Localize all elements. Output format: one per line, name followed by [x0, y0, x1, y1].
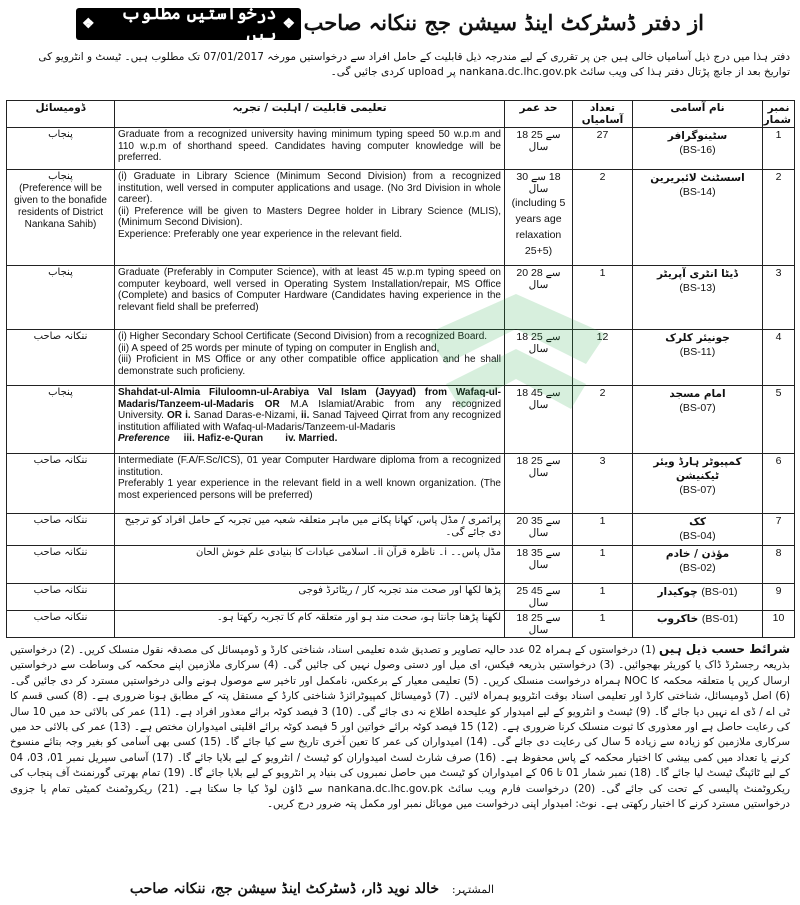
advertiser-name: خالد نوید ڈار، ڈسٹرکٹ اینڈ سیشن جج، ننکانہ صاحب	[129, 881, 439, 897]
count-cell: 1	[573, 546, 633, 584]
domicile-cell: پنجاب	[7, 128, 115, 170]
domicile-cell: پنجاب	[7, 386, 115, 454]
age-cell: 18 سے 30 سال (including 5 years age relaxation 25+5)	[505, 170, 573, 266]
qualification-cell: پرائمری / مڈل پاس، کھانا پکانے میں ماہر متعلقہ شعبہ میں تجربہ کے حامل افراد کو ترجیح دی جائے گی۔	[115, 514, 505, 546]
advertiser-label: المشتہر:	[451, 883, 494, 896]
table-row	[7, 330, 795, 386]
post-name-cell: چوکیدار (BS-01)	[633, 584, 763, 611]
table-row	[7, 266, 795, 330]
domicile-cell: پنجاب (Preference will be given to the bonafide residents of District Nankana Sahib)	[7, 170, 115, 266]
qualification-cell: Intermediate (F.A/F.Sc/ICS), 01 year Computer Hardware diploma from a recognized institution. Preferably 1 year experience in the relevant field in a well known organization. (The most experienced persons will be preferred)	[115, 454, 505, 514]
domicile-cell: ننکانہ صاحب	[7, 330, 115, 386]
age-cell: 20 سے 28 سال	[505, 266, 573, 330]
table-row	[7, 584, 795, 611]
applications-wanted-banner	[76, 4, 301, 45]
qualification-cell: Graduate (Preferably in Computer Science), with at least 45 w.p.m typing speed on computer keyboard, well versed in Operating System Installation/repair, MS Office (Complete) and basics of Computer Hardware (Candidates having experience in the relevant field shall be preferred)	[115, 266, 505, 330]
serial-cell: 8	[763, 546, 795, 584]
qualification-cell: (i) Graduate in Library Science (Minimum Second Division) from a recognized institution, well versed in computer applications and usage. (No 3rd Division in whole career). (ii) Preference will be given to Masters Degree holder in Library Science (MLIS), (Minimum Second Division). Experience: Preferably one year experience in the relevant field.	[115, 170, 505, 266]
table-row	[7, 546, 795, 584]
post-name-cell: جونیئر کلرک (BS-11)	[633, 330, 763, 386]
age-cell: 25 سے 45 سال	[505, 584, 573, 611]
banner-text: درخواستیں مطلوب ہیں	[121, 4, 277, 45]
qualification-cell: لکھنا پڑھنا جانتا ہو، صحت مند ہو اور متعلقہ کام کا تجربہ رکھتا ہو۔	[115, 611, 505, 638]
serial-cell: 3	[763, 266, 795, 330]
header-domicile: ڈومیسائل	[7, 101, 115, 128]
post-name-cell: مؤذن / خادم (BS-02)	[633, 546, 763, 584]
header-count: تعداد آسامیاں	[573, 101, 633, 128]
table-row	[7, 170, 795, 266]
serial-cell: 1	[763, 128, 795, 170]
table-row	[7, 611, 795, 638]
qualification-cell: Graduate from a recognized university having minimum typing speed 50 w.p.m and 110 w.p.m of shorthand speed. Candidates having computer knowledge will be preferred.	[115, 128, 505, 170]
table-header-row	[7, 101, 795, 128]
age-cell: 18 سے 25 سال	[505, 611, 573, 638]
serial-cell: 4	[763, 330, 795, 386]
serial-cell: 9	[763, 584, 795, 611]
age-cell: 18 سے 25 سال	[505, 128, 573, 170]
count-cell: 27	[573, 128, 633, 170]
count-cell: 1	[573, 514, 633, 546]
table-row	[7, 386, 795, 454]
count-cell: 2	[573, 386, 633, 454]
domicile-cell: پنجاب	[7, 266, 115, 330]
post-name-cell: ڈیٹا انٹری آپریٹر (BS-13)	[633, 266, 763, 330]
ornament-icon: ❖	[82, 16, 95, 32]
intro-text: دفتر ہذا میں درج ذیل آسامیاں خالی ہیں جن پر تقرری کے لیے مندرجہ ذیل قابلیت کے حامل افراد سے درخواستیں مورخہ 07/01/2017 تک مطلوب ہیں۔ ٹیسٹ و انٹرویو کی تواریخ بعد از جانچ پڑتال دفتر ہذا کی ویب سائٹ nankana.dc.lhc.gov.pk پر upload کردی جائیں گی۔	[38, 51, 790, 78]
domicile-cell: ننکانہ صاحب	[7, 584, 115, 611]
table-row	[7, 128, 795, 170]
header-qualification: تعلیمی قابلیت / اہلیت / تجربہ	[115, 101, 505, 128]
count-cell: 12	[573, 330, 633, 386]
table-row	[7, 454, 795, 514]
header-serial: نمبر شمار	[763, 101, 795, 128]
vacancies-table	[6, 100, 795, 638]
office-title: از دفتر ڈسٹرکٹ اینڈ سیشن جج ننکانہ صاحب	[303, 10, 704, 35]
domicile-cell: ننکانہ صاحب	[7, 454, 115, 514]
serial-cell: 6	[763, 454, 795, 514]
post-name-cell: کمپیوٹر ہارڈ ویئر ٹیکنیشن (BS-07)	[633, 454, 763, 514]
serial-cell: 5	[763, 386, 795, 454]
header	[6, 4, 794, 50]
post-name-cell: سٹینوگرافر (BS-16)	[633, 128, 763, 170]
age-cell: 20 سے 35 سال	[505, 514, 573, 546]
age-cell: 18 سے 25 سال	[505, 330, 573, 386]
age-cell: 18 سے 35 سال	[505, 546, 573, 584]
count-cell: 3	[573, 454, 633, 514]
post-name-cell: کک (BS-04)	[633, 514, 763, 546]
count-cell: 2	[573, 170, 633, 266]
qualification-cell: (i) Higher Secondary School Certificate (Second Division) from a recognized Board. (ii) A speed of 25 words per minute of typing on computer in English and, (iii) Proficient in MS Office or any other compatible office application and he shall demonstrate such proficieny.	[115, 330, 505, 386]
age-cell: 18 سے 25 سال	[505, 454, 573, 514]
qualification-cell: مڈل پاس۔۔ i۔ ناظرہ قرآن ii۔ اسلامی عبادات کا بنیادی علم خوش الحان	[115, 546, 505, 584]
serial-cell: 7	[763, 514, 795, 546]
header-age: حد عمر	[505, 101, 573, 128]
qualification-cell: پڑھا لکھا اور صحت مند تجربہ کار / ریٹائرڈ فوجی	[115, 584, 505, 611]
domicile-cell: ننکانہ صاحب	[7, 514, 115, 546]
serial-cell: 2	[763, 170, 795, 266]
advertisement-page	[6, 4, 794, 901]
table-row	[7, 514, 795, 546]
qualification-cell: Shahdat-ul-Almia Filuloomn-ul-Arabiya Val Islam (Jayyad) from Wafaq-ul-Madaris/Tanzeem-ul-Madaris OR M.A Islamiat/Arabic from any recognized University. OR i. Sanad Daras-e-Nizami, ii. Sanad Tajveed Qirrat from any recognized institution affiliated with Wafaq-ul-Madaris/Tanzeem-ul-Madaris Preference iii. Hafiz-e-Quran iv. Married.	[115, 386, 505, 454]
count-cell: 1	[573, 611, 633, 638]
post-name-cell: خاکروب (BS-01)	[633, 611, 763, 638]
header-post-name: نام آسامی	[633, 101, 763, 128]
conditions-text: (1) درخواستوں کے ہمراہ 02 عدد حالیہ تصاویر و تصدیق شدہ تعلیمی اسناد، شناختی کارڈ و ڈومیسائل کی مصدقہ نقول منسلک کریں۔ (2) درخواستیں بذریعہ رجسٹرڈ ڈاک یا کوریئر بھجوائیں۔ (3) درخواستیں بذریعہ فیکس، ای میل اور دستی وصول نہیں کی جائیں گی۔ (4) سرکاری ملازمین اپنے محکمہ کی وساطت سے درخواستیں ارسال کریں یا متعلقہ محکمہ کا NOC ہمراہ درخواست منسلک کریں۔ (5) تعلیمی معیار کے برعکس، نامکمل اور تاخیر سے موصول ہونے والی درخواستیں مسترد کر دی جائیں گی۔ (6) اصل ڈومیسائل، شناختی کارڈ اور تعلیمی اسناد بوقت انٹرویو ہمراہ لائیں۔ (7) ڈومیسائل کمپیوٹرائزڈ شناختی کارڈ کے مستقل پتہ کے مطابق ہونا ضروری ہے۔ (8) کسی قسم کا ٹی اے / ڈی اے نہیں دیا جائے گا۔ (9) ٹیسٹ و انٹرویو کے لیے امیدوار کو علیحدہ اطلاع نہ دی جائے گی۔ (10) 3 فیصد کوٹہ برائے معذور افراد ہے۔ (11) عمر کی بالائی حد میں 10 سال کی رعایت حاصل ہے اور معذوری کا ثبوت منسلک کرنا ضروری ہے۔ (12) 15 فیصد کوٹہ برائے خواتین اور 5 فیصد کوٹہ برائے اقلیتی امیدواران مختص ہے۔ (13) عمر کی بالائی حد میں سرکاری ملازمین کو زیادہ سے زیادہ 5 سال کی رعایت دی جائے گی۔ (14) امیدواران کی عمر کا تعین آخری تاریخ سے کیا جائے گا۔ (15) کسی بھی آسامی کو بغیر وجہ بتائے منسوخ کرنے یا تعداد میں کمی بیشی کا اختیار محکمہ کے پاس محفوظ ہے۔ (16) صرف شارٹ لسٹ امیدواران کو ٹیسٹ / انٹرویو کے لیے بلایا جائے گا۔ (17) آسامی سیریل نمبر 01، 03، 04 کے لیے ٹائپنگ ٹیسٹ لیا جائے گا۔ (18) نمبر شمار 01 تا 06 کے امیدواران کو ٹیسٹ میں حاصل نمبروں کی بنیاد پر انٹرویو کے لیے بلایا جائے گا۔ (19) تمام بھرتی گورنمنٹ آف پنجاب کی ریکروٹمنٹ پالیسی کے تحت کی جائے گی۔ (20) درخواست فارم ویب سائٹ nankana.dc.lhc.gov.pk سے ڈاؤن لوڈ کیا جا سکتا ہے۔ (21) ریکروٹمنٹ کمیٹی تمام یا جزوی درخواستیں مسترد کرنے کا اختیار رکھتی ہے۔ نوٹ: امیدوار اپنی درخواست میں موبائل نمبر اور مکمل پتہ ضرور درج کریں۔	[10, 644, 791, 811]
serial-cell: 10	[763, 611, 795, 638]
conditions-section	[6, 638, 794, 888]
domicile-cell: ننکانہ صاحب	[7, 546, 115, 584]
ornament-icon: ❖	[282, 16, 295, 32]
conditions-title: شرائط حسب ذیل ہیں	[658, 642, 791, 656]
post-name-cell: امام مسجد (BS-07)	[633, 386, 763, 454]
age-cell: 18 سے 45 سال	[505, 386, 573, 454]
signature	[130, 881, 494, 897]
post-name-cell: اسسٹنٹ لائبریرین (BS-14)	[633, 170, 763, 266]
count-cell: 1	[573, 584, 633, 611]
count-cell: 1	[573, 266, 633, 330]
domicile-cell: ننکانہ صاحب	[7, 611, 115, 638]
